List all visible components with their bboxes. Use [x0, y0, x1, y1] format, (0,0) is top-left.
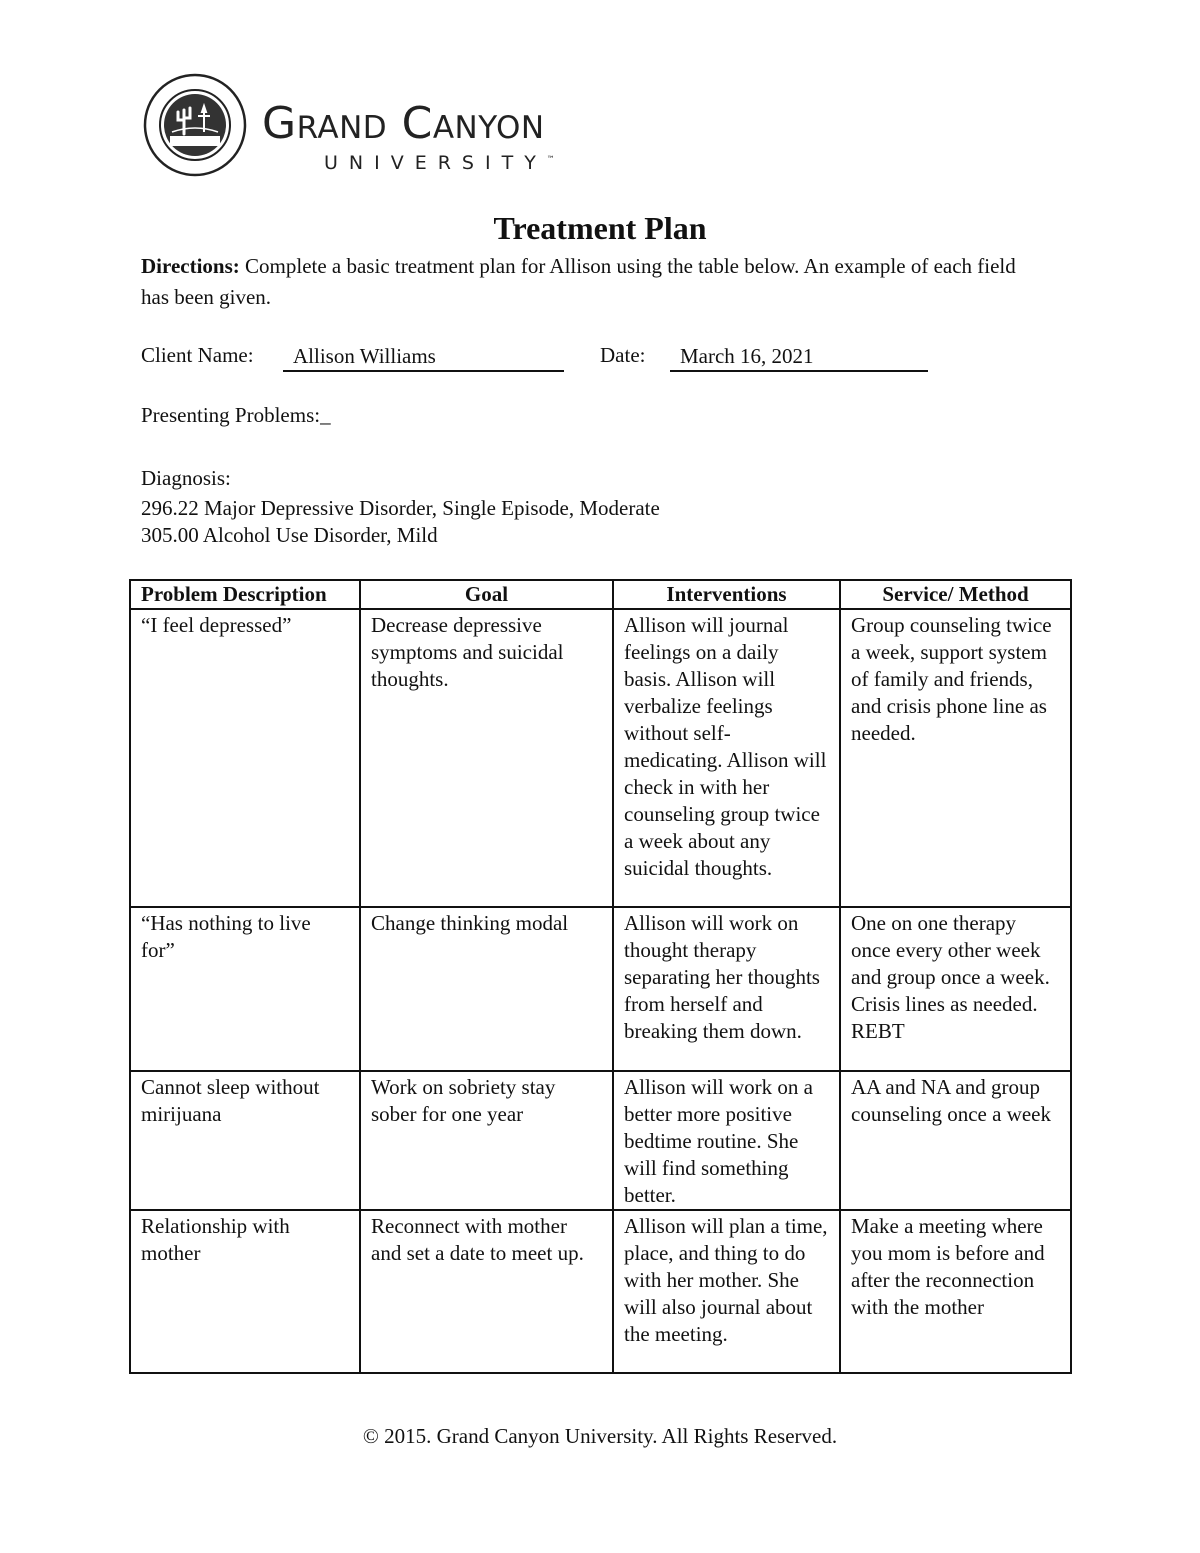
table-header-row — [130, 580, 1071, 609]
column-header-problem: Problem Description — [130, 580, 360, 609]
table-row — [130, 1210, 1071, 1373]
diagnosis-label: Diagnosis: — [141, 466, 231, 490]
client-name-label: Client Name: — [141, 343, 254, 367]
table-row — [130, 609, 1071, 907]
diagnosis-line: 305.00 Alcohol Use Disorder, Mild — [141, 523, 438, 547]
brand-subtitle-text: UNIVERSITY — [324, 152, 547, 174]
page-title: Treatment Plan — [493, 210, 707, 246]
client-name-field: Allison Williams — [283, 343, 564, 372]
directions-paragraph — [141, 251, 1041, 313]
interventions-cell: Allison will plan a time, place, and thing to do with her mother. She will also journal about the meeting. — [613, 1210, 840, 1373]
brand-name: Grand Canyon — [262, 98, 545, 149]
directions-text: Complete a basic treatment plan for Allison using the table below. An example of each field has been given. — [141, 254, 1016, 309]
table-row — [130, 907, 1071, 1071]
goal-cell: Reconnect with mother and set a date to meet up. — [360, 1210, 613, 1373]
copyright-footer: © 2015. Grand Canyon University. All Rights Reserved. — [362, 1424, 838, 1448]
problem-cell: Cannot sleep without mirijuana — [130, 1071, 360, 1210]
problem-cell: “Has nothing to live for” — [130, 907, 360, 1071]
date-field: March 16, 2021 — [670, 343, 928, 372]
service-cell: AA and NA and group counseling once a week — [840, 1071, 1071, 1210]
goal-cell: Decrease depressive symptoms and suicidal thoughts. — [360, 609, 613, 907]
table-row — [130, 1071, 1071, 1210]
interventions-cell: Allison will work on thought therapy separating her thoughts from herself and breaking them down. — [613, 907, 840, 1071]
goal-cell: Change thinking modal — [360, 907, 613, 1071]
diagnosis-line: 296.22 Major Depressive Disorder, Single Episode, Moderate — [141, 496, 660, 520]
problem-cell: Relationship with mother — [130, 1210, 360, 1373]
problem-cell: “I feel depressed” — [130, 609, 360, 907]
column-header-goal: Goal — [360, 580, 613, 609]
presenting-problems-label: Presenting Problems:_ — [141, 403, 331, 427]
brand-subtitle — [324, 154, 555, 173]
date-label: Date: — [600, 343, 646, 367]
university-seal-icon — [142, 72, 248, 178]
treatment-plan-table — [129, 579, 1072, 1374]
column-header-service: Service/ Method — [840, 580, 1071, 609]
trademark-mark: ™ — [546, 154, 555, 164]
interventions-cell: Allison will work on a better more positive bedtime routine. She will find something better. — [613, 1071, 840, 1210]
directions-label: Directions: — [141, 254, 240, 278]
university-logo — [142, 72, 622, 182]
service-cell: Make a meeting where you mom is before and after the reconnection with the mother — [840, 1210, 1071, 1373]
column-header-interventions: Interventions — [613, 580, 840, 609]
interventions-cell: Allison will journal feelings on a daily basis. Allison will verbalize feelings without self-medicating. Allison will check in with her counseling group twice a week about any suicidal thoughts. — [613, 609, 840, 907]
service-cell: One on one therapy once every other week and group once a week. Crisis lines as needed. REBT — [840, 907, 1071, 1071]
service-cell: Group counseling twice a week, support system of family and friends, and crisis phone line as needed. — [840, 609, 1071, 907]
goal-cell: Work on sobriety stay sober for one year — [360, 1071, 613, 1210]
